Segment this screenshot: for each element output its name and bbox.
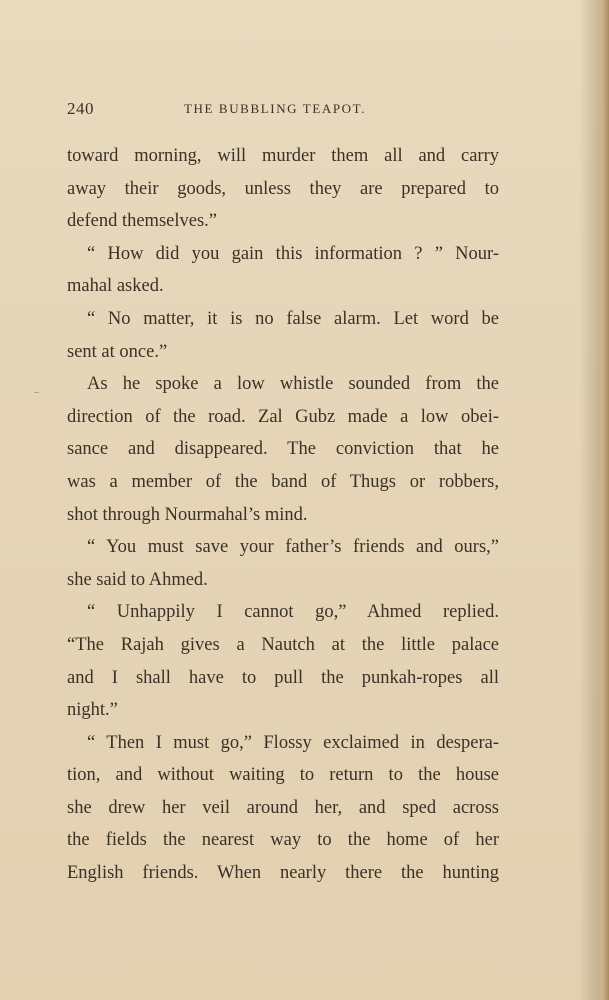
text-line: “ No matter, it is no false alarm. Let word be bbox=[87, 308, 499, 329]
text-line: direction of the road. Zal Gubz made a low obei- bbox=[67, 406, 499, 427]
paper-speck bbox=[34, 392, 39, 393]
text-line: “ Then I must go,” Flossy exclaimed in despera- bbox=[87, 732, 499, 753]
body-text bbox=[67, 140, 499, 890]
text-line: defend themselves.” bbox=[67, 211, 217, 232]
text-line: “The Rajah gives a Nautch at the little palace bbox=[67, 634, 499, 655]
text-line: English friends. When nearly there the hunting bbox=[67, 863, 499, 884]
running-title: THE BUBBLING TEAPOT. bbox=[184, 101, 367, 116]
text-line: she drew her veil around her, and sped across bbox=[67, 797, 499, 818]
text-line: “ How did you gain this information ? ” Nour- bbox=[87, 243, 499, 264]
text-line: she said to Ahmed. bbox=[67, 569, 208, 590]
text-line: mahal asked. bbox=[67, 276, 164, 297]
text-line: sance and disappeared. The conviction that he bbox=[67, 439, 499, 460]
text-line: night.” bbox=[67, 700, 118, 721]
text-line: sent at once.” bbox=[67, 341, 168, 362]
page-header bbox=[67, 99, 499, 121]
text-line: “ Unhappily I cannot go,” Ahmed replied. bbox=[87, 602, 499, 623]
text-line: shot through Nourmahal’s mind. bbox=[67, 504, 308, 525]
text-line: toward morning, will murder them all and carry bbox=[67, 146, 499, 166]
text-line: was a member of the band of Thugs or robbers, bbox=[67, 471, 499, 492]
text-line: the fields the nearest way to the home of her bbox=[67, 830, 499, 851]
text-line: away their goods, unless they are prepared to bbox=[67, 178, 499, 199]
page-number: 240 bbox=[67, 99, 94, 118]
text-line: “ You must save your father’s friends and ours,” bbox=[87, 537, 499, 558]
text-line: tion, and without waiting to return to the house bbox=[67, 765, 499, 786]
text-line: As he spoke a low whistle sounded from the bbox=[87, 374, 499, 395]
text-line: and I shall have to pull the punkah-ropes all bbox=[67, 667, 499, 688]
page-edge-shadow bbox=[595, 0, 609, 1000]
